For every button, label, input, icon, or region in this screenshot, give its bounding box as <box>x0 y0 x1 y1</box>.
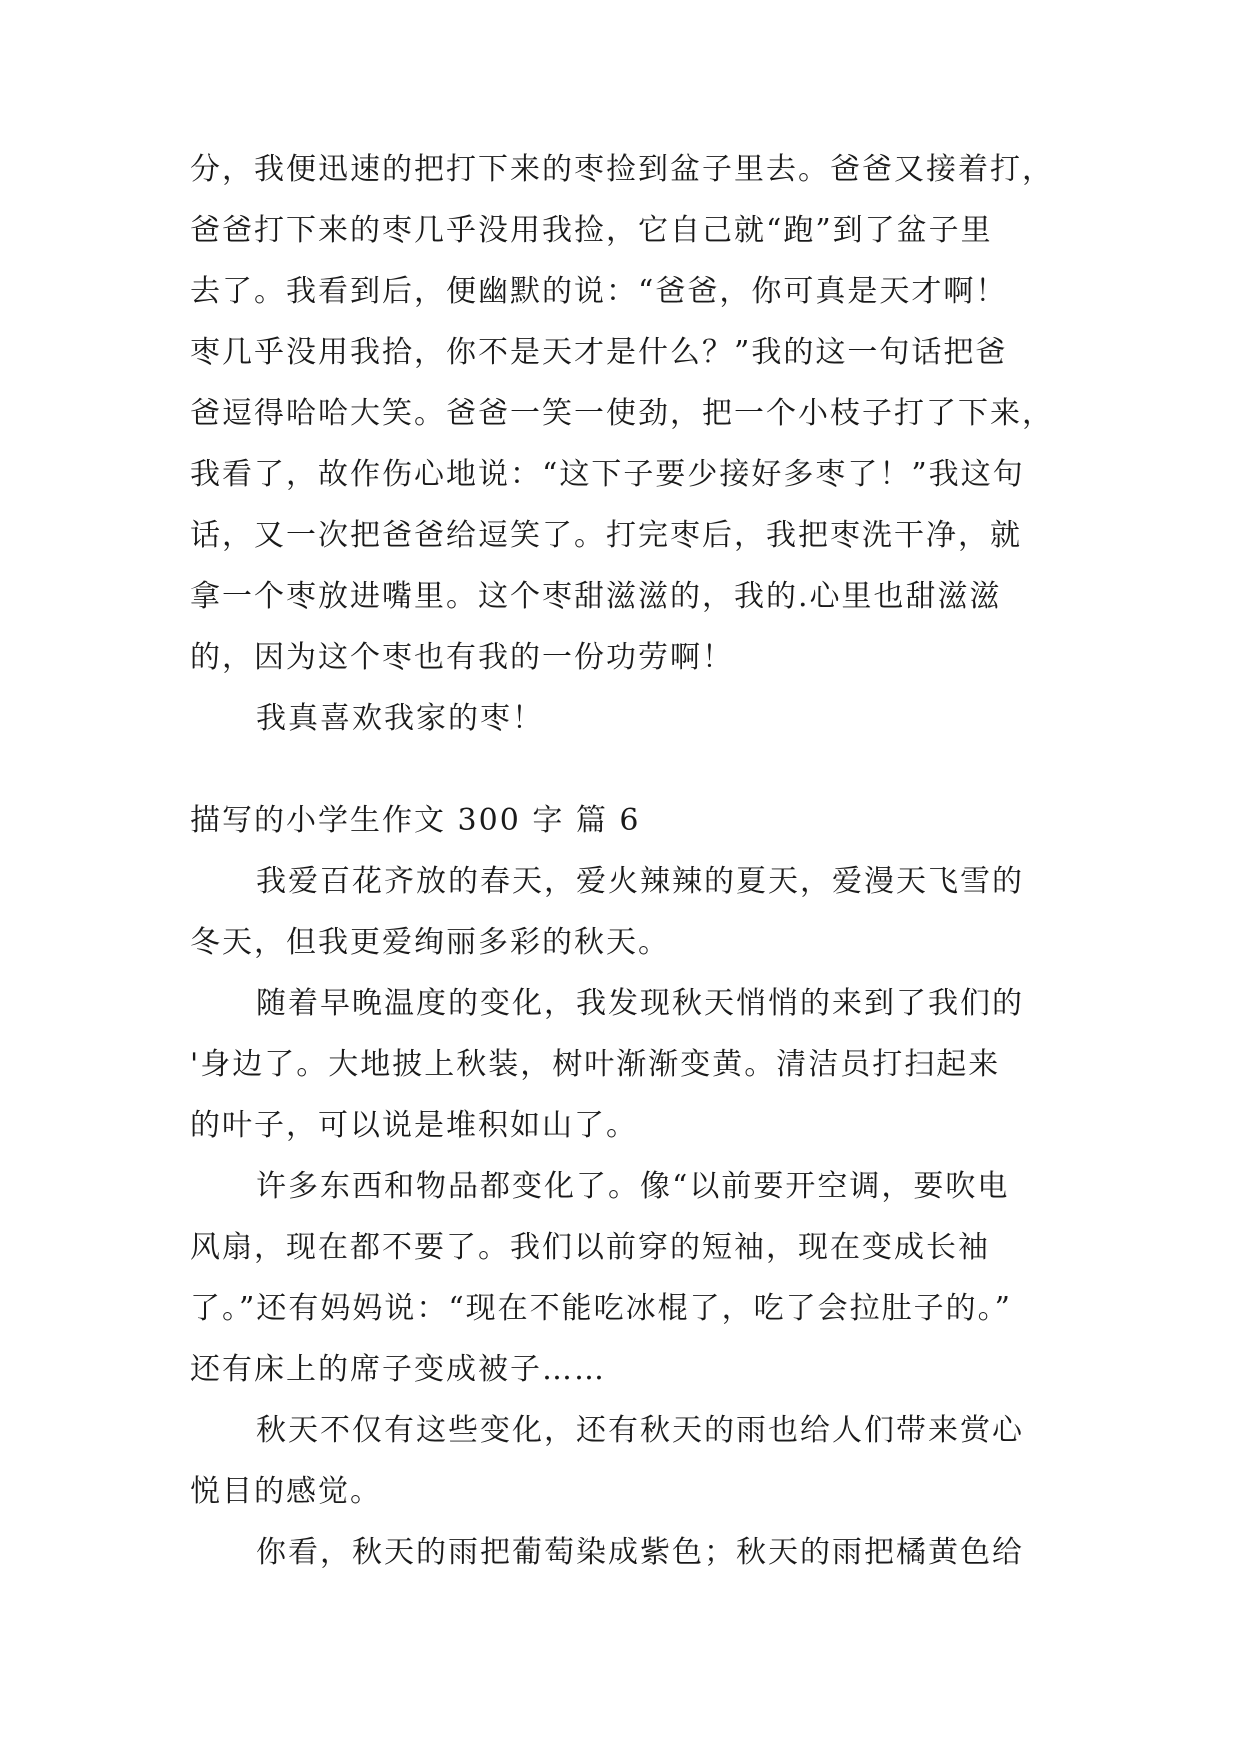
text-line: 去了。我看到后，便幽默的说：“爸爸，你可真是天才啊！ <box>190 274 1008 309</box>
text-line: 的叶子，可以说是堆积如山了。 <box>190 1108 638 1143</box>
text-line: 爸爸打下来的枣几乎没用我捡，它自己就“跑”到了盆子里 <box>190 213 993 248</box>
text-line: 悦目的感觉。 <box>190 1474 382 1509</box>
text-line: 风扇，现在都不要了。我们以前穿的短袖，现在变成长袖 <box>190 1230 990 1265</box>
text-line: '身边了。大地披上秋装，树叶渐渐变黄。清洁员打扫起来 <box>190 1047 1001 1082</box>
text-line: 的，因为这个枣也有我的一份功劳啊！ <box>190 640 734 675</box>
text-line: 秋天不仅有这些变化，还有秋天的雨也给人们带来赏心 <box>256 1413 1024 1448</box>
text-line: 我看了，故作伤心地说：“这下子要少接好多枣了！”我这句 <box>190 457 1025 492</box>
section-title: 描写的小学生作文 300 字 篇 6 <box>190 803 641 838</box>
text-line: 你看，秋天的雨把葡萄染成紫色；秋天的雨把橘黄色给 <box>256 1535 1024 1570</box>
text-line: 许多东西和物品都变化了。像“以前要开空调，要吹电 <box>256 1169 1010 1204</box>
text-line: 了。”还有妈妈说：“现在不能吃冰棍了，吃了会拉肚子的。” <box>190 1291 1013 1326</box>
text-line: 分，我便迅速的把打下来的枣捡到盆子里去。爸爸又接着打， <box>190 152 1054 187</box>
text-line: 话，又一次把爸爸给逗笑了。打完枣后，我把枣洗干净，就 <box>190 518 1022 553</box>
text-line: 拿一个枣放进嘴里。这个枣甜滋滋的，我的.心里也甜滋滋 <box>190 579 1002 614</box>
text-line: 还有床上的席子变成被子…… <box>190 1352 606 1387</box>
text-line: 枣几乎没用我拾，你不是天才是什么？”我的这一句话把爸 <box>190 335 1008 370</box>
text-line: 冬天，但我更爱绚丽多彩的秋天。 <box>190 925 670 960</box>
closing-line: 我真喜欢我家的枣！ <box>256 701 544 736</box>
text-line: 爸逗得哈哈大笑。爸爸一笑一使劲，把一个小枝子打了下来， <box>190 396 1054 431</box>
text-line: 随着早晚温度的变化，我发现秋天悄悄的来到了我们的 <box>256 986 1024 1021</box>
text-line: 我爱百花齐放的春天，爱火辣辣的夏天，爱漫天飞雪的 <box>256 864 1024 899</box>
